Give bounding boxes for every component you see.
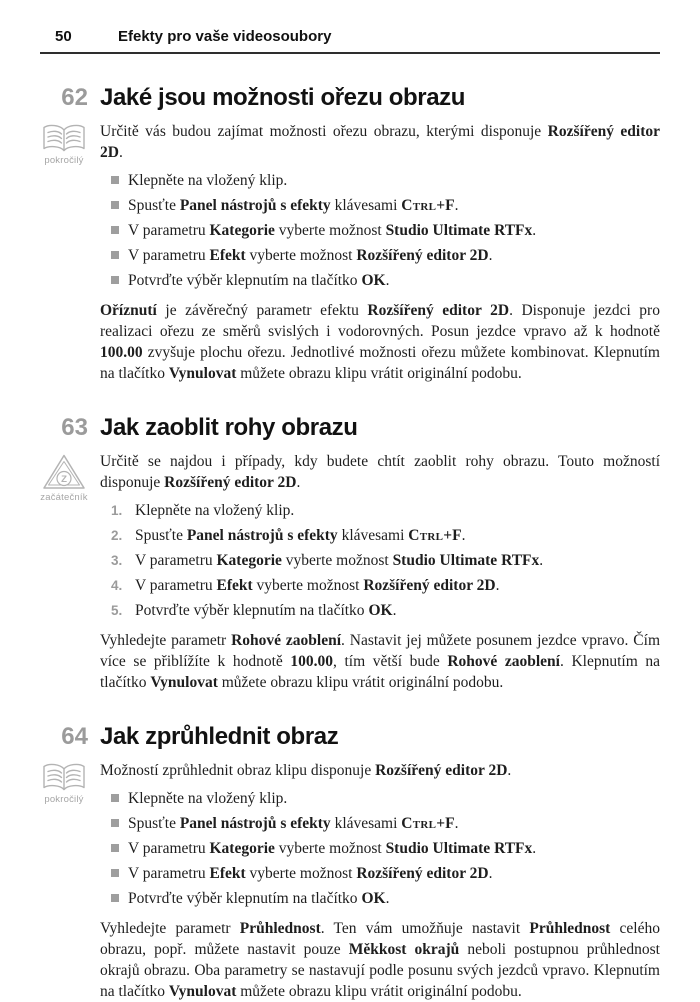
list-item [100,600,660,621]
section-heading [40,723,660,751]
tip-number: 63 [61,414,88,441]
outro-paragraph: Vyhledejte parametr Průhlednost. Ten vám umožňuje nastavit Průhlednost celého obrazu, popř. můžete nastavit pouze Měkkost okrajů neboli postupnou průhlednost okrajů obrazu. Oba parametry se nastavují podle posunu svých jezdců vpravo. Klepnutím na tlačítko Vynulovat můžete obrazu klipu vrátit originální podobu. [100,920,660,1000]
list-item [100,220,660,241]
step-number: 1. [111,503,123,518]
section-64 [40,723,660,1002]
square-bullet-icon [111,201,119,209]
step-text: Klepněte na vložený klip. [135,502,295,519]
square-bullet-icon [111,844,119,852]
running-header-title: Efekty pro vaše videosoubory [118,28,332,45]
tip-number: 62 [61,84,88,111]
step-text: Klepněte na vložený klip. [128,172,288,189]
square-bullet-icon [111,226,119,234]
level-badge-advanced [40,121,88,384]
open-book-icon [41,762,87,793]
square-bullet-icon [111,251,119,259]
level-label: začátečník [40,492,88,503]
list-item [100,195,660,216]
intro-paragraph: Určitě se najdou i případy, kdy budete chtít zaoblit rohy obrazu. Touto možností disponuje Rozšířený editor 2D. [100,453,660,491]
level-label: pokročilý [44,794,84,805]
bullet-list [100,170,660,291]
section-heading [40,414,660,442]
square-bullet-icon [111,794,119,802]
numbered-list [100,500,660,621]
tip-number: 64 [61,723,88,750]
step-text: V parametru Kategorie vyberte možnost Studio Ultimate RTFx. [128,222,537,239]
square-bullet-icon [111,276,119,284]
svg-text:Z: Z [61,474,67,485]
step-text: V parametru Efekt vyberte možnost Rozšířený editor 2D. [128,247,493,264]
level-badge-beginner [40,451,88,693]
step-number: 4. [111,578,123,593]
list-item [100,575,660,596]
list-item [100,170,660,191]
outro-paragraph: Oříznutí je závěrečný parametr efektu Rozšířený editor 2D. Disponuje jezdci pro realizaci ořezu ze směrů svislých i vodorovných. Posun jezdce vpravo až k hodnotě 100.00 zvyšuje plochu ořezu. Jednotlivé možnosti ořezu můžete kombinovat. Klepnutím na tlačítko Vynulovat můžete obrazu klipu vrátit originální podobu. [100,302,660,382]
list-item [100,788,660,809]
section-62 [40,84,660,384]
list-item [100,270,660,291]
intro-paragraph: Možností zprůhlednit obraz klipu disponuje Rozšířený editor 2D. [100,762,512,779]
step-text: Spusťte Panel nástrojů s efekty klávesami Ctrl+F. [135,527,466,544]
list-item [100,838,660,859]
step-text: Potvrďte výběr klepnutím na tlačítko OK. [128,272,390,289]
list-item [100,525,660,546]
section-heading [40,84,660,112]
step-number: 2. [111,528,123,543]
square-bullet-icon [111,176,119,184]
level-badge-advanced [40,760,88,1002]
list-item [100,863,660,884]
step-number: 3. [111,553,123,568]
section-63 [40,414,660,693]
list-item [100,813,660,834]
step-text: V parametru Efekt vyberte možnost Rozšířený editor 2D. [135,577,500,594]
square-bullet-icon [111,894,119,902]
list-item [100,550,660,571]
step-text: V parametru Kategorie vyberte možnost Studio Ultimate RTFx. [128,840,537,857]
level-label: pokročilý [44,155,84,166]
step-text: V parametru Kategorie vyberte možnost Studio Ultimate RTFx. [135,552,544,569]
open-book-icon [41,123,87,154]
tip-title: Jak zaoblit rohy obrazu [100,414,358,441]
running-header [40,28,660,45]
page-number: 50 [55,28,72,45]
bullet-list [100,788,660,909]
square-bullet-icon [111,819,119,827]
beginner-triangle-icon [42,453,86,491]
step-text: Spusťte Panel nástrojů s efekty klávesami Ctrl+F. [128,815,459,832]
step-text: Klepněte na vložený klip. [128,790,288,807]
list-item [100,500,660,521]
list-item [100,888,660,909]
step-text: Potvrďte výběr klepnutím na tlačítko OK. [135,602,397,619]
intro-paragraph: Určitě vás budou zajímat možnosti ořezu obrazu, kterými disponuje Rozšířený editor 2D. [100,123,661,161]
step-text: V parametru Efekt vyberte možnost Rozšířený editor 2D. [128,865,493,882]
outro-paragraph: Vyhledejte parametr Rohové zaoblení. Nastavit jej můžete posunem jezdce vpravo. Čím více se přiblížíte k hodnotě 100.00, tím větší bude Rohové zaoblení. Klepnutím na tlačítko Vynulovat můžete obrazu klipu vrátit originální podobu. [100,632,660,691]
step-number: 5. [111,603,123,618]
step-text: Spusťte Panel nástrojů s efekty klávesami Ctrl+F. [128,197,459,214]
tip-title: Jaké jsou možnosti ořezu obrazu [100,84,466,111]
list-item [100,245,660,266]
step-text: Potvrďte výběr klepnutím na tlačítko OK. [128,890,390,907]
square-bullet-icon [111,869,119,877]
header-rule [40,52,660,54]
tip-title: Jak zprůhlednit obraz [100,723,339,750]
